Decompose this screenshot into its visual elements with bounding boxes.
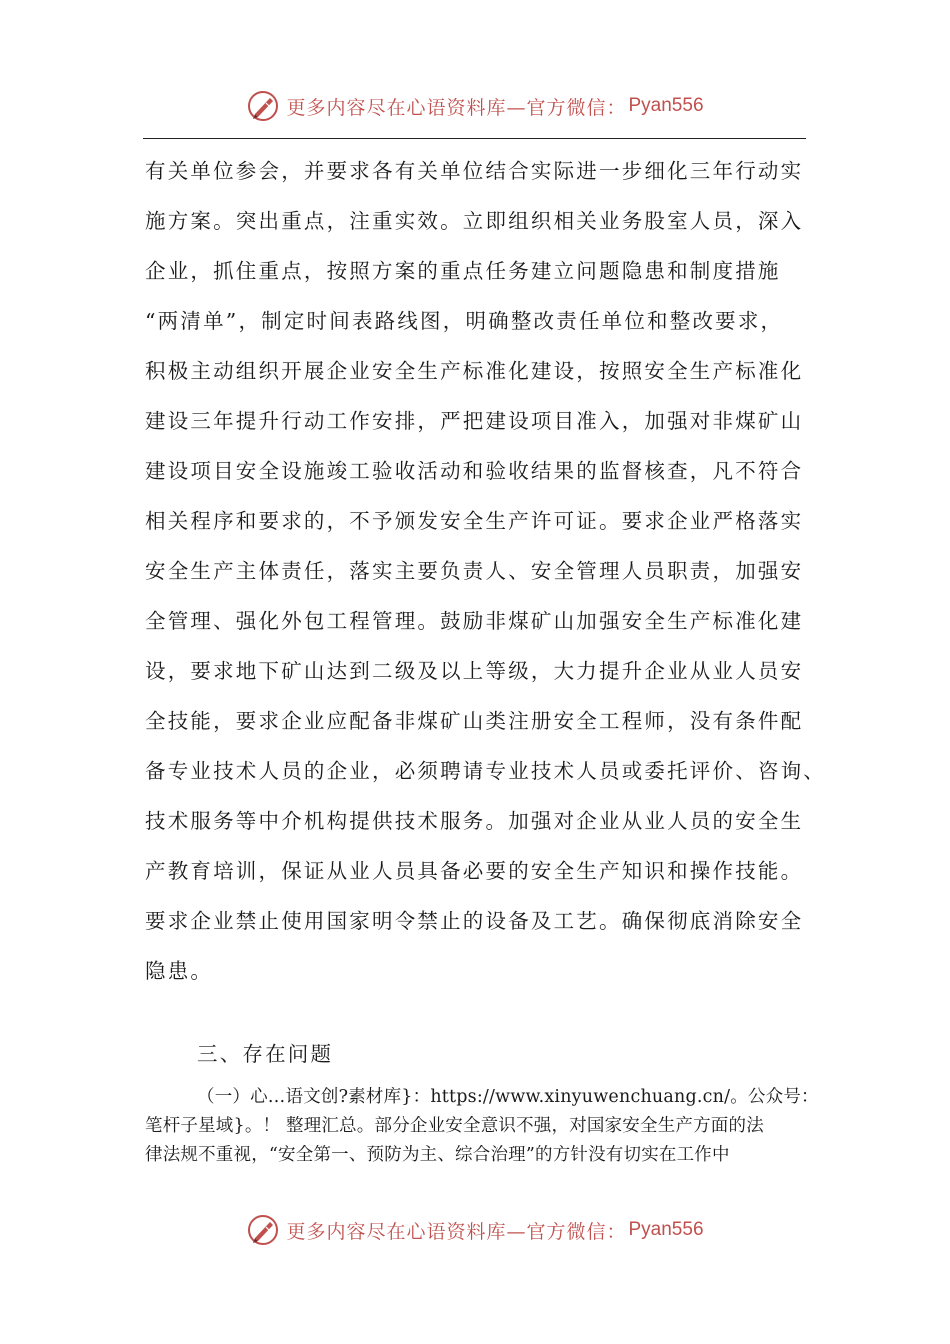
body-line: 要求企业禁止使用国家明令禁止的设备及工艺。确保彻底消除安全 (145, 909, 804, 933)
body-line: 隐患。 (145, 959, 214, 983)
section-line: 律法规不重视，“安全第一、预防为主、综合治理”的方针没有切实在工作中 (145, 1145, 730, 1165)
section-heading: 三、存在问题 (197, 1042, 334, 1066)
watermark-wechat-id: Pyan556 (628, 95, 704, 116)
body-line: 建设三年提升行动工作安排，严把建设项目准入，加强对非煤矿山 (145, 409, 804, 433)
body-line: “两清单”，制定时间表路线图，明确整改责任单位和整改要求， (145, 309, 784, 333)
pen-logo-icon (246, 89, 280, 123)
body-line: 设，要求地下矿山达到二级及以上等级，大力提升企业从业人员安 (145, 659, 804, 683)
section-line: （一）心…语文创?素材库}：https://www.xinyuwenchuang.cn/。公众号： (197, 1087, 819, 1107)
body-line: 产教育培训，保证从业人员具备必要的安全生产知识和操作技能。 (145, 859, 804, 883)
body-line: 有关单位参会，并要求各有关单位结合实际进一步细化三年行动实 (145, 159, 804, 183)
footer-watermark (0, 1210, 950, 1250)
section-paragraph (145, 1083, 819, 1170)
body-line: 全技能，要求企业应配备非煤矿山类注册安全工程师，没有条件配 (145, 709, 804, 733)
body-line: 全管理、强化外包工程管理。鼓励非煤矿山加强安全生产标准化建 (145, 609, 804, 633)
body-line: 企业，抓住重点，按照方案的重点任务建立问题隐患和制度措施 (145, 259, 781, 283)
body-line: 备专业技术人员的企业，必须聘请专业技术人员或委托评价、咨询、 (145, 759, 826, 783)
header-divider (143, 138, 806, 139)
body-line: 安全生产主体责任，落实主要负责人、安全管理人员职责，加强安 (145, 559, 804, 583)
watermark-text: 更多内容尽在心语资料库—官方微信： (286, 1220, 627, 1243)
pen-logo-icon (246, 1213, 280, 1247)
body-line: 相关程序和要求的，不予颁发安全生产许可证。要求企业严格落实 (145, 509, 804, 533)
watermark-text: 更多内容尽在心语资料库—官方微信： (286, 96, 627, 119)
section-line: 笔杆子星域}。！ 整理汇总。部分企业安全意识不强，对国家安全生产方面的法 (145, 1116, 764, 1136)
header-watermark (0, 86, 950, 126)
watermark-wechat-id: Pyan556 (628, 1219, 704, 1240)
body-paragraph (145, 146, 826, 996)
body-line: 技术服务等中介机构提供技术服务。加强对企业从业人员的安全生 (145, 809, 804, 833)
body-line: 积极主动组织开展企业安全生产标准化建设，按照安全生产标准化 (145, 359, 804, 383)
body-line: 建设项目安全设施竣工验收活动和验收结果的监督核查，凡不符合 (145, 459, 804, 483)
body-line: 施方案。突出重点，注重实效。立即组织相关业务股室人员，深入 (145, 209, 804, 233)
